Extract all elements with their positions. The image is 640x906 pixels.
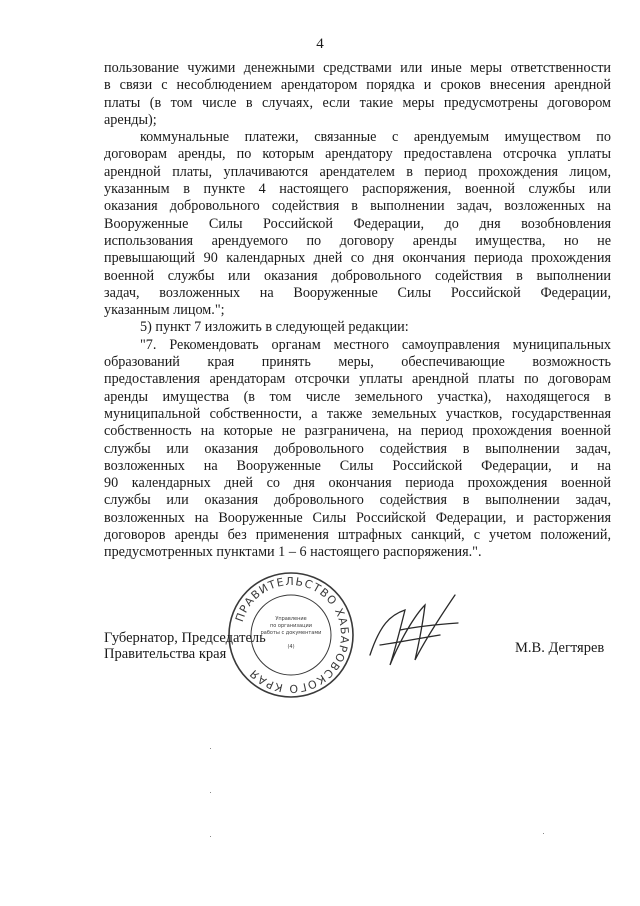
body-line: муниципальной собственности, а также земельных участков, государственная bbox=[104, 405, 611, 422]
body-line: использования арендуемого по договору аренды имущества, но не bbox=[104, 232, 611, 249]
scan-speck bbox=[210, 748, 211, 749]
body-line: возложенных на Вооруженные Силы Российской Федерации, и расторжения bbox=[104, 509, 611, 526]
handwritten-signature bbox=[360, 585, 470, 675]
body-line: платы (в том числе в случаях, если такие меры предусмотрены договором bbox=[104, 94, 611, 111]
body-line: коммунальные платежи, связанные с арендуемым имуществом по bbox=[140, 129, 611, 146]
body-line: указанным лицом."; bbox=[104, 302, 225, 319]
body-line: оказания добровольного содействия в выполнении задач, возложенных на bbox=[104, 198, 611, 215]
body-line: 90 календарных дней со дня окончания периода прохождения военной bbox=[104, 475, 611, 492]
body-line: в связи с несоблюдением арендатором порядка и сроков внесения арендной bbox=[104, 77, 611, 94]
body-line: "7. Рекомендовать органам местного самоуправления муниципальных bbox=[140, 336, 611, 353]
stamp-number: (4) bbox=[287, 644, 295, 650]
document-body bbox=[104, 60, 611, 562]
body-line: 5) пункт 7 изложить в следующей редакции: bbox=[140, 319, 409, 336]
body-line: аренды имущества (в том числе земельного участка), находящегося в bbox=[104, 388, 611, 405]
signer-title-line-1: Губернатор, Председатель bbox=[104, 630, 266, 646]
stamp-center-line-2: по организации bbox=[270, 623, 312, 629]
stamp-ring-text: ПРАВИТЕЛЬСТВО ХАБАРОВСКОГО КРАЯ bbox=[232, 574, 352, 696]
stamp-center-line-1: Управление bbox=[275, 616, 307, 622]
body-line: Вооруженные Силы Российской Федерации, до дня возобновления bbox=[104, 215, 611, 232]
body-line: предусмотренных пунктами 1 – 6 настоящего распоряжения.". bbox=[104, 544, 482, 561]
body-line: образований края принять меры, обеспечивающие возможность bbox=[104, 354, 611, 371]
page-number: 4 bbox=[316, 36, 324, 52]
body-line: указанным в пункте 4 настоящего распоряжения, военной службы или bbox=[104, 181, 611, 198]
body-line: службы или оказания добровольного содействия в выполнении задач, bbox=[104, 440, 611, 457]
signer-title-line-2: Правительства края bbox=[104, 646, 227, 662]
body-line: предоставления арендаторам отсрочки уплаты арендной платы по договорам bbox=[104, 371, 611, 388]
body-line: аренды); bbox=[104, 111, 157, 128]
scan-speck bbox=[210, 836, 211, 837]
scan-speck bbox=[543, 833, 544, 834]
signature-block bbox=[104, 630, 266, 662]
body-line: службы или оказания добровольного содействия в выполнении задач, bbox=[104, 492, 611, 509]
body-line: договоров аренды без применения штрафных санкций, с учетом положений, bbox=[104, 527, 611, 544]
body-line: пользование чужими денежными средствами или иные меры ответственности bbox=[104, 60, 611, 76]
body-line: превышающий 90 календарных дней со дня окончания периода прохождения bbox=[104, 250, 611, 267]
body-line: задач, возложенных на Вооруженные Силы Российской Федерации, bbox=[104, 284, 611, 301]
scan-speck bbox=[210, 792, 211, 793]
body-line: договорам аренды, по которым арендатору предоставлена отсрочка уплаты bbox=[104, 146, 611, 163]
body-line: возложенных на Вооруженные Силы Российской Федерации, и на bbox=[104, 457, 611, 474]
body-line: военной службы или оказания добровольного содействия в выполнении bbox=[104, 267, 611, 284]
body-line: собственность на которые не разграничена, на период прохождения военной bbox=[104, 423, 611, 440]
body-line: арендной платы, уплачиваются арендателем в период прохождения лицом, bbox=[104, 163, 611, 180]
stamp-center-line-3: работы с документами bbox=[260, 630, 322, 636]
signer-name: М.В. Дегтярев bbox=[515, 640, 605, 656]
